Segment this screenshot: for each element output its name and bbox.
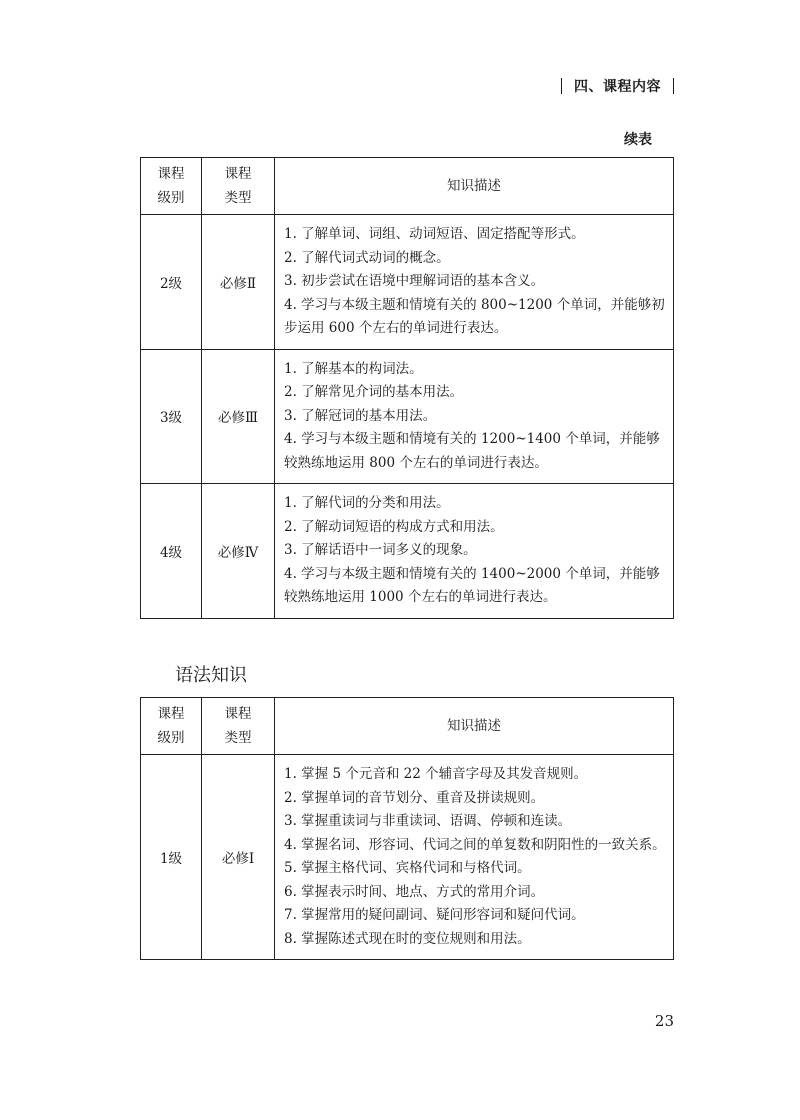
table-row — [141, 755, 674, 960]
description-cell — [275, 215, 674, 350]
header-level-label — [142, 702, 200, 750]
list-item: 3. 了解冠词的基本用法。 — [284, 407, 437, 424]
list-item: 7. 掌握常用的疑问副词、疑问形容词和疑问代词。 — [284, 907, 585, 923]
list-item: 4. 学习与本级主题和情境有关的 800~1200 个单词，并能够初步运用 600 个左右的单词进行表达。 — [284, 296, 665, 336]
header-right-rule — [673, 78, 674, 94]
level-cell: 3级 — [141, 349, 202, 484]
header-label-line: 课程 — [224, 166, 252, 182]
list-item: 5. 掌握主格代词、宾格代词和与格代词。 — [284, 860, 531, 876]
header-label-line: 类型 — [224, 190, 252, 206]
page-number: 23 — [654, 1012, 674, 1030]
list-item: 6. 掌握表示时间、地点、方式的常用介词。 — [284, 883, 545, 900]
list-item: 2. 掌握单词的音节划分、重音及拼读规则。 — [284, 789, 545, 806]
header-label-line: 课程 — [224, 706, 252, 722]
header-level-label — [142, 162, 200, 210]
level-cell: 2级 — [141, 215, 202, 350]
list-item: 3. 初步尝试在语境中理解词语的基本含义。 — [284, 273, 545, 289]
running-header — [561, 76, 674, 96]
continued-label: 续表 — [624, 132, 652, 148]
list-item: 4. 掌握名词、形容词、代词之间的单复数和阴阳性的一致关系。 — [284, 836, 666, 853]
header-title: 四、课程内容 — [574, 79, 661, 95]
table-row — [141, 215, 674, 350]
header-label-line: 类型 — [224, 730, 252, 746]
description-cell — [275, 755, 674, 960]
type-cell: 必修Ⅳ — [202, 484, 275, 619]
type-cell: 必修Ⅲ — [202, 349, 275, 484]
list-item: 1. 了解单词、词组、动词短语、固定搭配等形式。 — [284, 226, 585, 242]
header-desc: 知识描述 — [275, 158, 674, 215]
type-cell: 必修Ⅰ — [202, 755, 275, 960]
level-cell: 4级 — [141, 484, 202, 619]
list-item: 4. 学习与本级主题和情境有关的 1200~1400 个单词，并能够较熟练地运用 800 个左右的单词进行表达。 — [284, 431, 660, 471]
header-type — [202, 158, 275, 215]
table-header-row — [141, 698, 674, 755]
header-desc: 知识描述 — [275, 698, 674, 755]
grammar-table — [140, 697, 674, 960]
header-type — [202, 698, 275, 755]
list-item: 2. 了解代词式动词的概念。 — [284, 249, 450, 266]
list-item: 3. 掌握重读词与非重读词、语调、停顿和连读。 — [284, 813, 572, 829]
header-label-line: 课程 — [157, 166, 185, 182]
table-row — [141, 349, 674, 484]
list-item: 1. 了解基本的构词法。 — [284, 360, 423, 377]
list-item: 4. 学习与本级主题和情境有关的 1400~2000 个单词，并能够较熟练地运用 1000 个左右的单词进行表达。 — [284, 565, 660, 605]
header-label-line: 级别 — [157, 730, 185, 746]
description-cell — [275, 349, 674, 484]
header-level — [141, 698, 202, 755]
section-title: 语法知识 — [175, 665, 247, 686]
list-item: 1. 掌握 5 个元音和 22 个辅音字母及其发音规则。 — [284, 766, 588, 782]
list-item: 2. 了解常见介词的基本用法。 — [284, 384, 464, 400]
list-item: 8. 掌握陈述式现在时的变位规则和用法。 — [284, 930, 531, 947]
header-type-label — [203, 702, 273, 750]
list-item: 3. 了解话语中一词多义的现象。 — [284, 542, 477, 558]
header-label-line: 课程 — [157, 706, 185, 722]
description-cell — [275, 484, 674, 619]
header-label-line: 级别 — [157, 190, 185, 206]
vocabulary-table — [140, 157, 674, 619]
type-cell: 必修Ⅱ — [202, 215, 275, 350]
table-row — [141, 484, 674, 619]
table-header-row — [141, 158, 674, 215]
level-cell: 1级 — [141, 755, 202, 960]
list-item: 2. 了解动词短语的构成方式和用法。 — [284, 518, 504, 535]
header-level — [141, 158, 202, 215]
list-item: 1. 了解代词的分类和用法。 — [284, 495, 450, 511]
header-type-label — [203, 162, 273, 210]
